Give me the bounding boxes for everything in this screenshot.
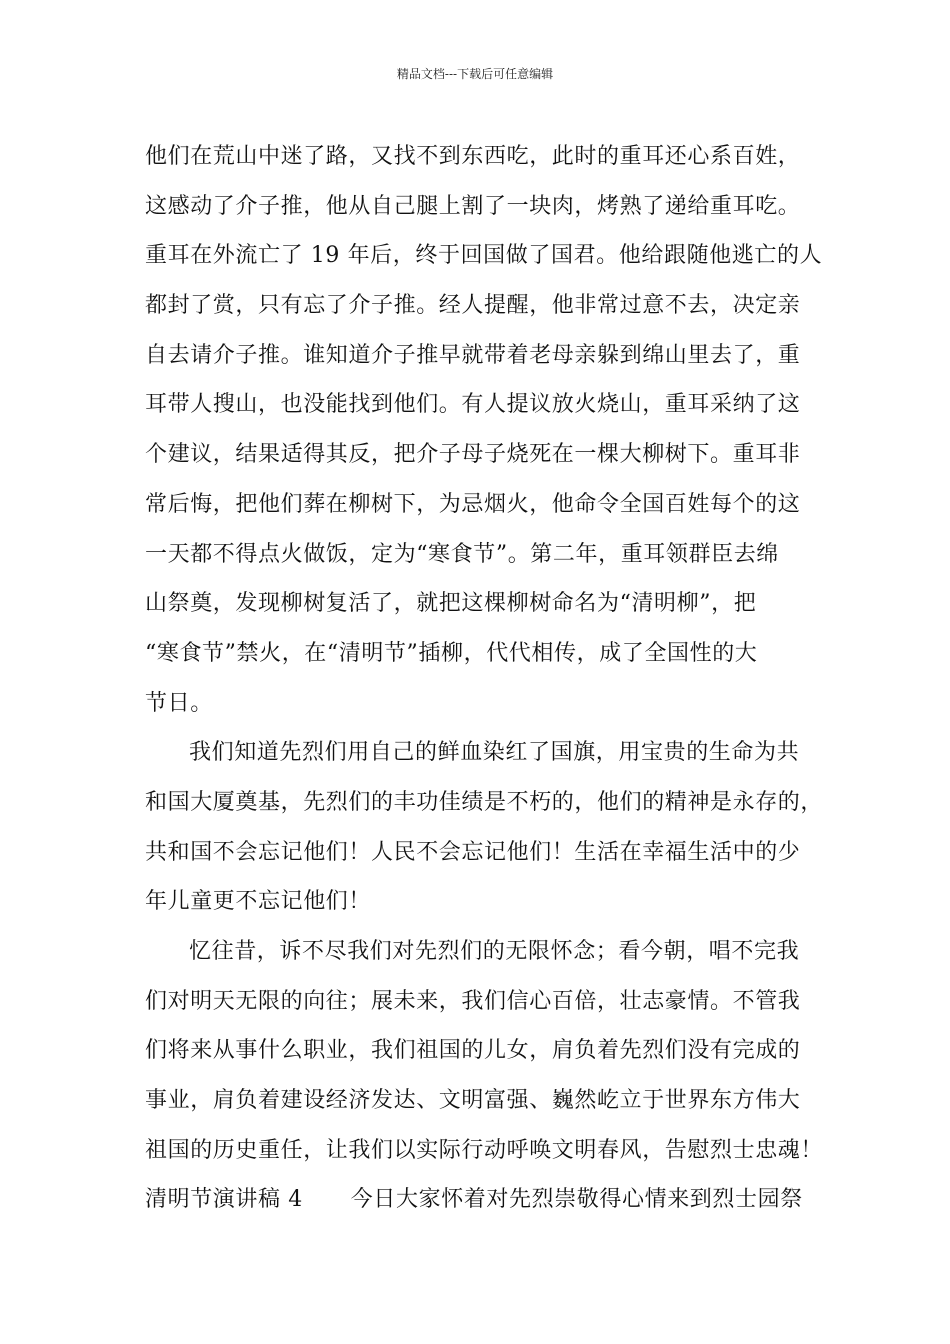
text-line: 个建议，结果适得其反，把介子母子烧死在一棵大柳树下。重耳非	[145, 442, 801, 468]
text-line: 一天都不得点火做饭，定为“寒食节”。第二年，重耳领群臣去绵	[145, 541, 779, 567]
page-header: 精品文档---下载后可任意编辑	[396, 67, 554, 81]
text-line: 共和国不会忘记他们！人民不会忘记他们！生活在幸福生活中的少	[145, 839, 801, 865]
paragraph-start-line: 我们知道先烈们用自己的鲜血染红了国旗，用宝贵的生命为共	[189, 740, 800, 766]
text-line: “寒食节”禁火，在“清明节”插柳，代代相传，成了全国性的大	[145, 640, 758, 666]
text-line: 这感动了介子推，他从自己腿上割了一块肉，烤熟了递给重耳吃。	[145, 193, 801, 219]
text-line: 重耳在外流亡了 19 年后，终于回国做了国君。他给跟随他逃亡的人	[145, 243, 823, 269]
text-line: 耳带人搜山，也没能找到他们。有人提议放火烧山，重耳采纳了这	[145, 392, 801, 418]
text-line: 祖国的历史重任，让我们以实际行动呼唤文明春风，告慰烈士忠魂！	[145, 1137, 824, 1163]
section-text: 今日大家怀着对先烈崇敬得心情来到烈士园祭	[350, 1187, 803, 1213]
text-line: 他们在荒山中迷了路，又找不到东西吃，此时的重耳还心系百姓，	[145, 144, 801, 169]
text-line: 们将来从事什么职业，我们祖国的儿女，肩负着先烈们没有完成的	[145, 1038, 801, 1064]
text-line: 和国大厦奠基，先烈们的丰功佳绩是不朽的，他们的精神是永存的，	[145, 789, 824, 815]
text-line: 常后悔，把他们葬在柳树下，为忌烟火，他命令全国百姓每个的这	[145, 491, 801, 517]
text-line: 事业，肩负着建设经济发达、文明富强、巍然屹立于世界东方伟大	[145, 1088, 801, 1114]
document-body	[145, 132, 824, 1225]
section-title-line	[145, 1175, 815, 1225]
text-line: 们对明天无限的向往；展未来，我们信心百倍，壮志豪情。不管我	[145, 988, 801, 1014]
paragraph-start-line: 忆往昔，诉不尽我们对先烈们的无限怀念；看今朝，唱不完我	[189, 939, 800, 964]
text-line: 节日。	[145, 690, 213, 716]
section-title: 清明节演讲稿 4	[145, 1187, 303, 1213]
text-line: 自去请介子推。谁知道介子推早就带着老母亲躲到绵山里去了，重	[145, 342, 801, 368]
text-line: 都封了赏，只有忘了介子推。经人提醒，他非常过意不去，决定亲	[145, 293, 801, 319]
text-line: 年儿童更不忘记他们！	[145, 889, 372, 915]
text-line: 山祭奠，发现柳树复活了，就把这棵柳树命名为“清明柳”，把	[145, 591, 757, 617]
